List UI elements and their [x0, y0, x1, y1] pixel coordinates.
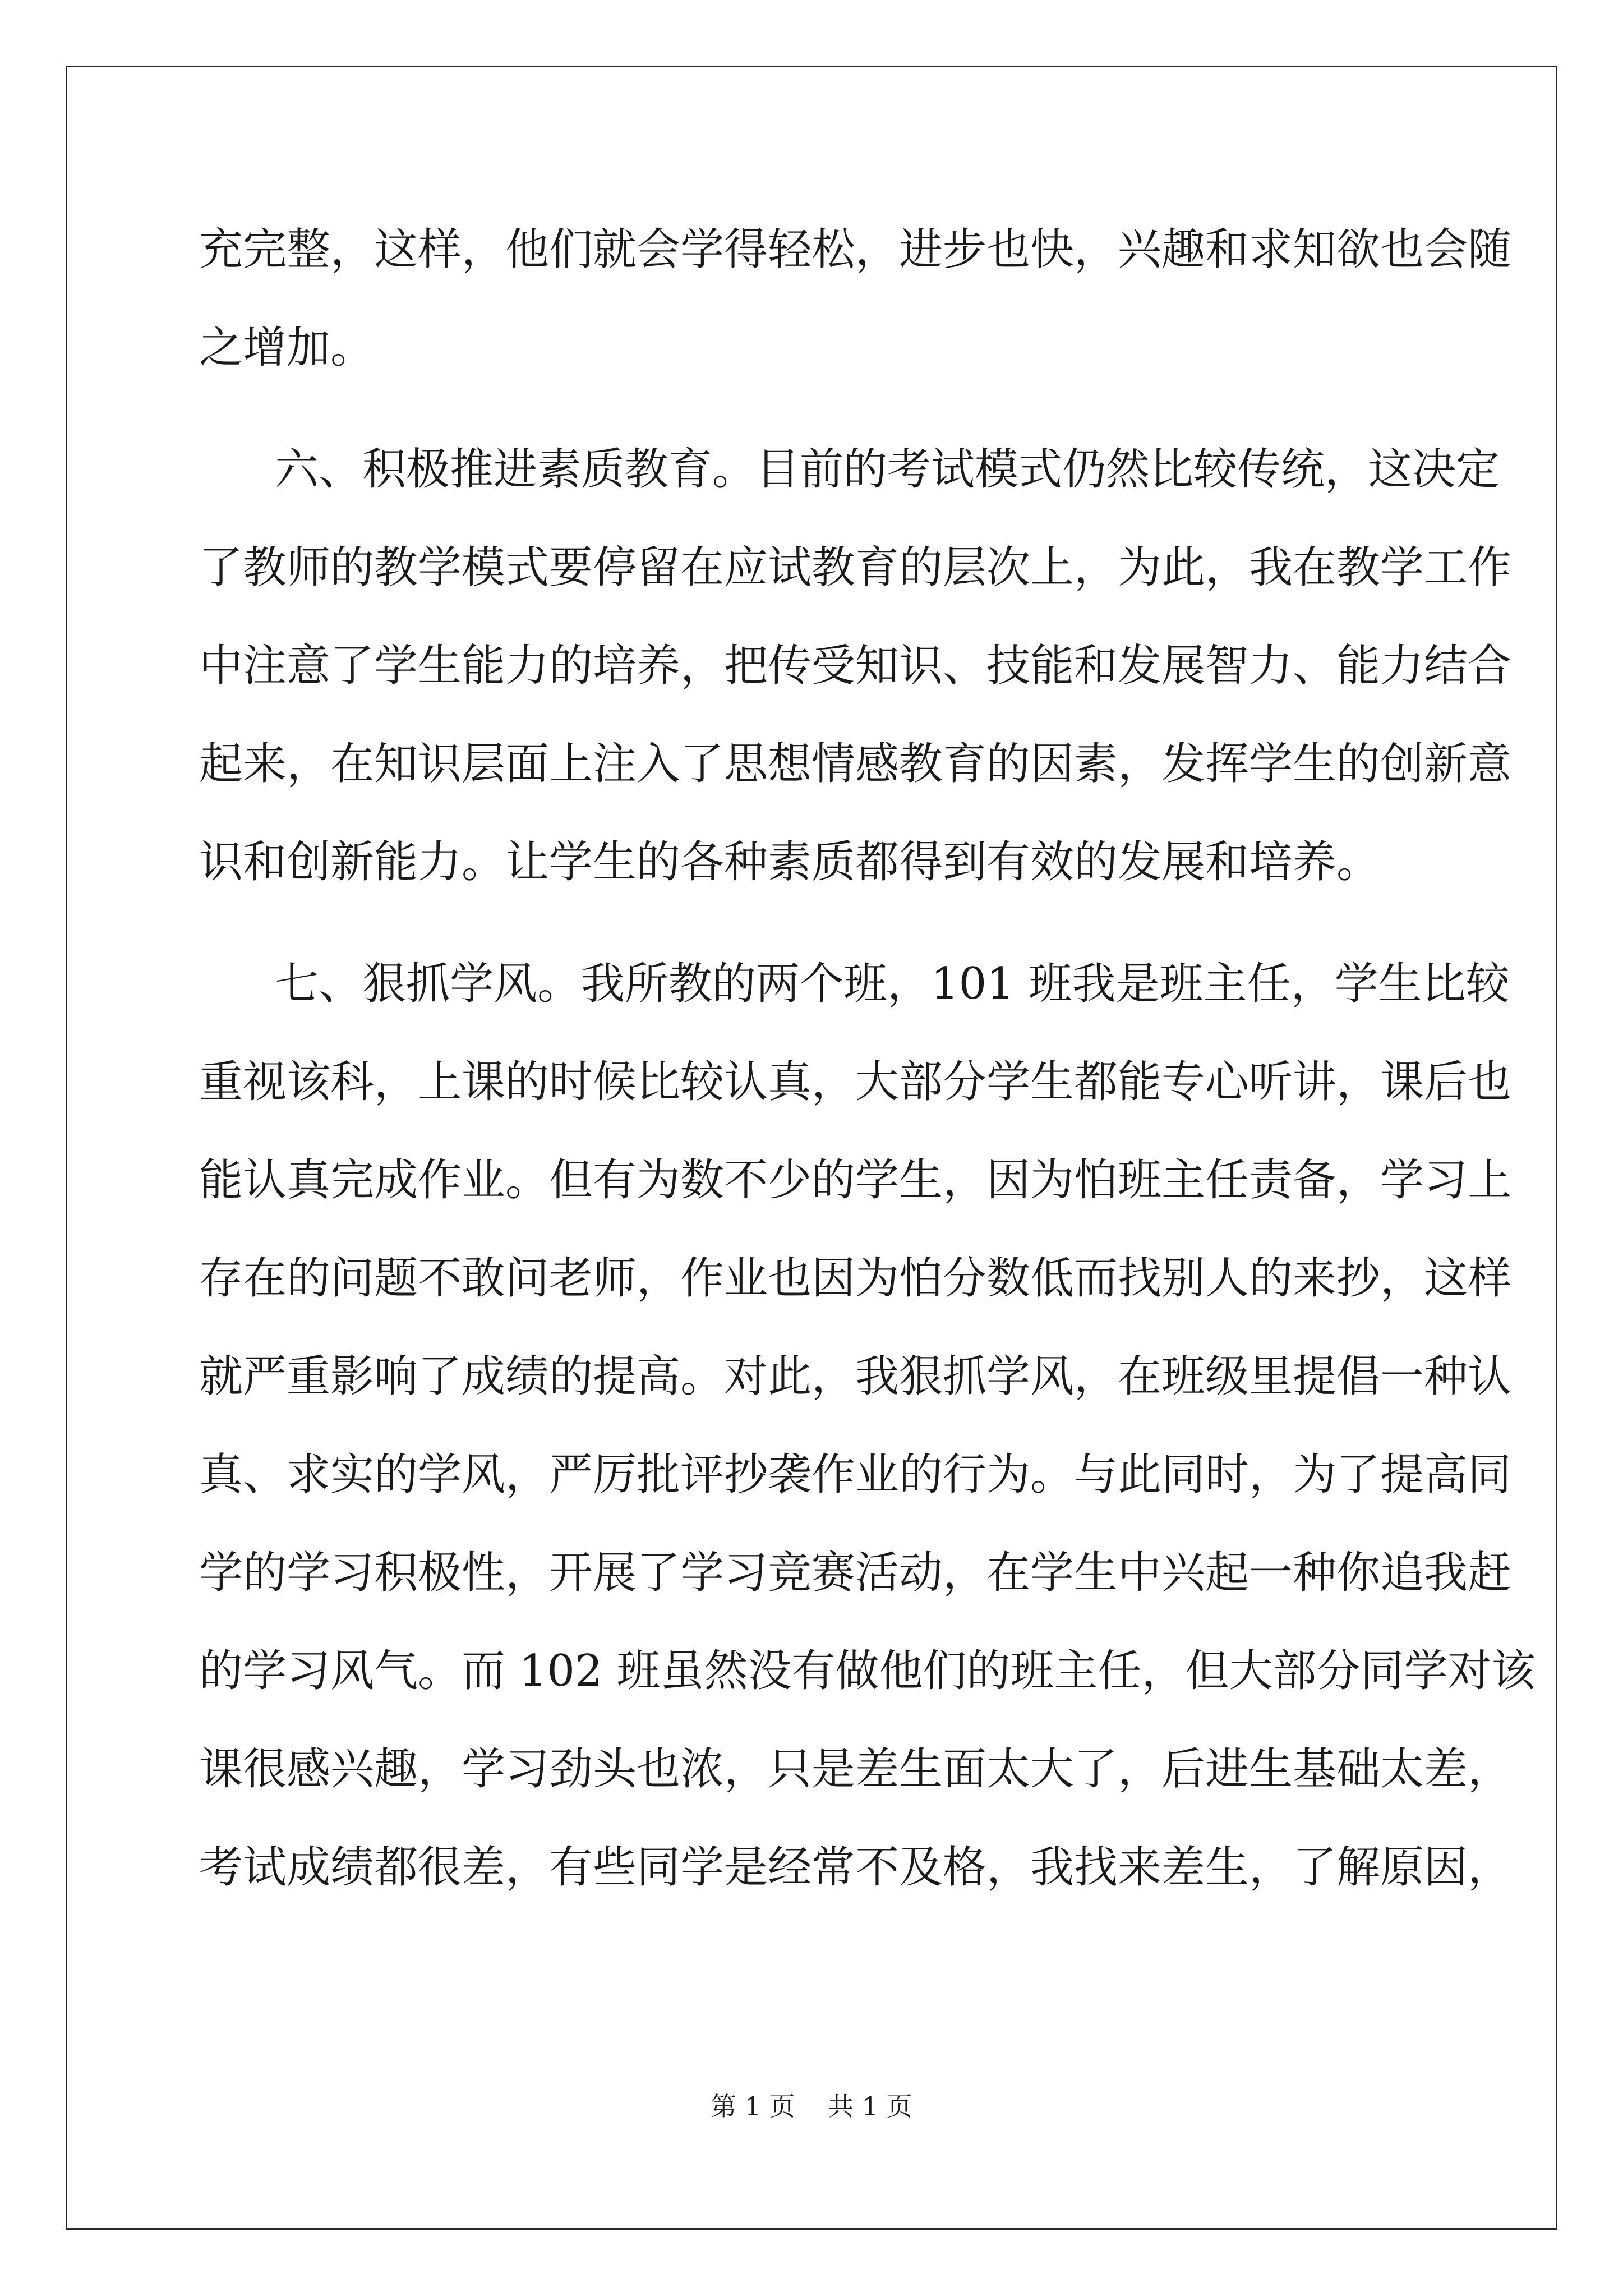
- text-line: 充完整，这样，他们就会学得轻松，进步也快，兴趣和求知欲也会随: [199, 224, 1512, 275]
- paragraph-first-line: 七、狠抓学风。我所教的两个班，101 班我是班主任，学生比较: [275, 959, 1510, 1009]
- text-line: 中注意了学生能力的培养，把传受知识、技能和发展智力、能力结合: [199, 641, 1512, 691]
- text-line: 学的学习积极性，开展了学习竞赛活动，在学生中兴起一种你追我赶: [199, 1548, 1512, 1598]
- page-border: [66, 66, 1557, 2230]
- text-line: 真、求实的学风，严厉批评抄袭作业的行为。与此同时，为了提高同: [199, 1450, 1512, 1500]
- paragraph-first-line: 六、积极推进素质教育。目前的考试模式仍然比较传统，这决定: [275, 444, 1500, 495]
- text-line: 就严重影响了成绩的提高。对此，我狠抓学风，在班级里提倡一种认: [199, 1351, 1512, 1402]
- text-line: 之增加。: [199, 323, 375, 373]
- text-line: 起来，在知识层面上注入了思想情感教育的因素，发挥学生的创新意: [199, 739, 1512, 789]
- text-line: 了教师的教学模式要停留在应试教育的层次上，为此，我在教学工作: [199, 542, 1512, 593]
- page-number-footer: 第 1 页 共 1 页: [711, 2091, 912, 2122]
- text-line: 考试成绩都很差，有些同学是经常不及格，我找来差生，了解原因，: [199, 1842, 1512, 1893]
- text-line: 课很感兴趣，学习劲头也浓，只是差生面太大了，后进生基础太差，: [199, 1744, 1512, 1795]
- text-line: 的学习风气。而 102 班虽然没有做他们的班主任，但大部分同学对该: [199, 1646, 1536, 1696]
- text-line: 能认真完成作业。但有为数不少的学生，因为怕班主任责备，学习上: [199, 1155, 1512, 1205]
- text-line: 识和创新能力。让学生的各种素质都得到有效的发展和培养。: [199, 837, 1381, 887]
- text-line: 存在的问题不敢问老师，作业也因为怕分数低而找别人的来抄，这样: [199, 1253, 1512, 1304]
- text-line: 重视该科，上课的时候比较认真，大部分学生都能专心听讲，课后也: [199, 1057, 1512, 1107]
